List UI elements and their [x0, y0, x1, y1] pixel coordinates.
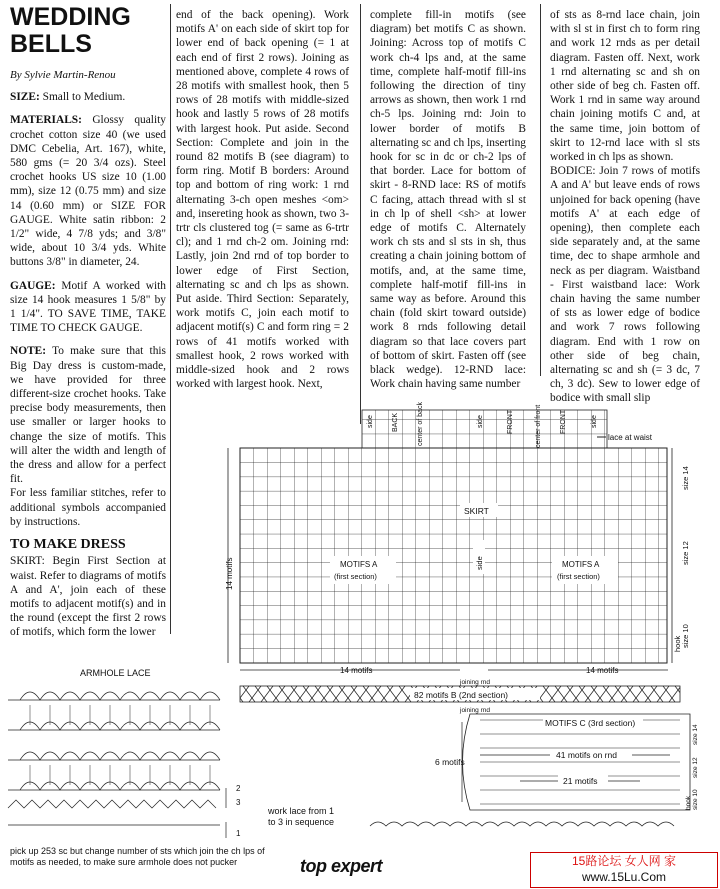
c-size-10: size 10 [692, 789, 699, 810]
motifs-a-label-right: MOTIFS A [562, 560, 600, 569]
label-back-left: BACK [392, 412, 399, 432]
title-line-1: WEDDING [10, 3, 131, 31]
watermark: 15路论坛 女人网 家 www.15Lu.Com [530, 852, 718, 888]
lace-row-1: 1 [236, 829, 241, 838]
first-section-label-right: (first section) [557, 572, 600, 581]
label-front-right: FRONT [560, 409, 567, 434]
instructions-column-4: of sts as 8-rnd lace chain, join with sl st in first ch to form ring and work 12 rnds as per detail diagram. Fasten off. Next, work 1 rnd alternating sc and sh on other side of beg ch. Fasten off. Work 1 rnd in same way around chain joining motifs C and, at the same time, join bottom of skirt to 12-rnd lace with sl sts worked in ch lps as shown. [550, 9, 700, 164]
size-14-label: size 14 [681, 466, 690, 490]
motifs-a-label-left: MOTIFS A [340, 560, 378, 569]
armhole-lace-diagram [8, 668, 241, 838]
lace-row-2: 2 [236, 784, 241, 793]
motifs-c-6-label: 6 motifs [435, 757, 465, 767]
instructions-column-3: complete fill-in motifs (see diagram) bet motifs C as shown. Joining: Across top of motifs C work ch-4 lps and, at the same time, complete half-motif fill-ins following the direction of tiny arrows as shown, then work 1 rnd ch-5 lps. Joining rnd: Join to lower border of motifs B alternating sc and ch lps, inserting hook for sc in dc or ch-2 lps of that border. Lace for bottom of skirt - 8-RND lace: RS of motifs C facing, attach thread with sl st in ch lp of shell <sh> at lower edge of motifs C. Alternately work ch sts and sl sts in sh, thus creating a chain joining bottom of motifs, and, at the same time, complete half-motif fill-ins in same way as before. Around this chain (fold skirt toward outside) work 8 rnds following detail diagram so that lace covers part of bottom of skirt. Fasten off (see black wedge). 12-RND lace: Work chain having same number [370, 9, 526, 391]
bottom-motifs-right: 14 motifs [586, 666, 619, 675]
lace-row-3: 3 [236, 798, 241, 807]
skirt-paragraph: SKIRT: Begin First Section at waist. Refer to diagrams of motifs A and A', join each of these motifs to adjacent motif(s) and in the round (except the first 2 rows of motifs, which form the lower [10, 555, 166, 639]
label-front-left: FRONT [507, 409, 514, 434]
note-paragraph-2: For less familiar stitches, refer to additional symbols accompanied by instructions. [10, 487, 166, 528]
lace-at-waist-label: lace at waist [608, 433, 653, 442]
c-hook-label: hook [685, 795, 692, 810]
lace-scallop [370, 822, 674, 826]
armhole-caption: pick up 253 sc but change number of sts which join the ch lps of motifs as needed, to make sure armhole does not pucker [10, 846, 265, 867]
hook-label: hook [673, 635, 682, 652]
size-12-label: size 12 [681, 541, 690, 565]
rows-count-label: 14 motifs [225, 557, 234, 590]
c-size-14: size 14 [692, 724, 699, 745]
joining-rnd-label-2: joining rnd [460, 707, 490, 714]
byline: By Sylvie Martin-Renou [10, 69, 116, 81]
first-section-label-left: (first section) [334, 572, 377, 581]
size-10-label: size 10 [681, 624, 690, 648]
armhole-lace-title: ARMHOLE LACE [80, 668, 151, 678]
note-paragraph: NOTE: To make sure that this Big Day dress is custom-made, we have provided for three different-size crochet hooks. Take precise body measurements, then use smaller or larger hooks to change the size of motifs. This will alter the width and length of the dress and allow for a perfect fit. [10, 345, 166, 486]
label-side-mid: side [477, 415, 484, 428]
work-lace-caption: work lace from 1 to 3 in sequence [268, 806, 335, 827]
bodice-grid [240, 410, 667, 663]
bodice-paragraph: BODICE: Join 7 rows of motifs A and A' but leave ends of rows unjoined for back opening (have motifs A' at each edge of opening), then complete each side separately and, at the same time, dec to shape armhole and neck as per diagram. Waistband - First waistband lace: Work chain having the same number of sts as lower edge of bodice and work 7 rows following diagram. End with 1 row on other side of beg chain, alternating sc and sh (= 3 dc, 7 ch, 3 dc). Sew to lower edge of bodice with small slip [550, 165, 700, 405]
size-paragraph: SIZE: Small to Medium. [10, 91, 126, 104]
title-line-2: BELLS [10, 30, 92, 58]
side-center-label: side [475, 556, 484, 570]
brand-logo: top expert [300, 856, 383, 876]
materials-paragraph: MATERIALS: Glossy quality crochet cotton size 40 (we used DMC Cebelia, Art. 167), white, 580 gms (= 20 3/4 ozs). Steel crochet hooks US size 10 (1.00 mm), size 12 (0.75 mm) and size 14 (0.60 mm) or SIZE FOR GAUGE. White satin ribbon: 2 1/2" wide, 4 7/8 yds; and 3/8" wide, about 10 3/4 yds. White buttons 3/8" in diameter, 24. [10, 114, 166, 269]
label-side-left: side [367, 415, 374, 428]
motifs-c-21-label: 21 motifs [563, 776, 598, 786]
label-side-right: side [591, 415, 598, 428]
bottom-motifs-left: 14 motifs [340, 666, 373, 675]
instructions-column-2: end of the back opening). Work motifs A' on each side of skirt top for lower end of back opening (= 1 at each end of first 2 rows). Joining as mentioned above, complete 4 rows of 28 motifs with smallest hook, then 5 rows of 28 motifs with middle-sized hook and lastly 5 rows of 28 motifs with largest hook. Put aside. Second Section: Complete and join in the round 82 motifs B (see diagram) to form ring. Motif B borders: Around top and bottom of ring work: 1 rnd alternating 3-ch open meshes <om> and, insereting hook as shown, two 3-trtr cls clustered tog (= same as 6-trtr cl); and 1 rnd ch-2 om. Joining rnd: Lastly, join 2nd rnd of top border to lower edge of First Section, alternating sc and ch lps as shown. Put aside. Third Section: Separately, work motifs C, join each motif to adjacent motif(s) C and form ring = 2 rows of 41 motifs worked with smallest hook, 2 rows worked with middle-sized hook and 2 rows worked with largest hook. Next, [176, 9, 349, 391]
motifs-c-label: MOTIFS C (3rd section) [545, 718, 636, 728]
joining-rnd-label-1: joining rnd [460, 679, 490, 686]
gauge-paragraph: GAUGE: Motif A worked with size 14 hook measures 1 5/8" by 1 1/4". TO SAVE TIME, TAKE TIME TO CHECK GAUGE. [10, 279, 166, 335]
label-center-front: center of front [535, 404, 542, 448]
motifs-b-label: 82 motifs B (2nd section) [414, 690, 509, 700]
make-dress-heading: TO MAKE DRESS [10, 537, 126, 553]
c-size-12: size 12 [692, 757, 699, 778]
skirt-label: SKIRT [464, 506, 489, 516]
motifs-c-41-label: 41 motifs on rnd [556, 750, 617, 760]
label-center-back: center of back [417, 402, 424, 446]
